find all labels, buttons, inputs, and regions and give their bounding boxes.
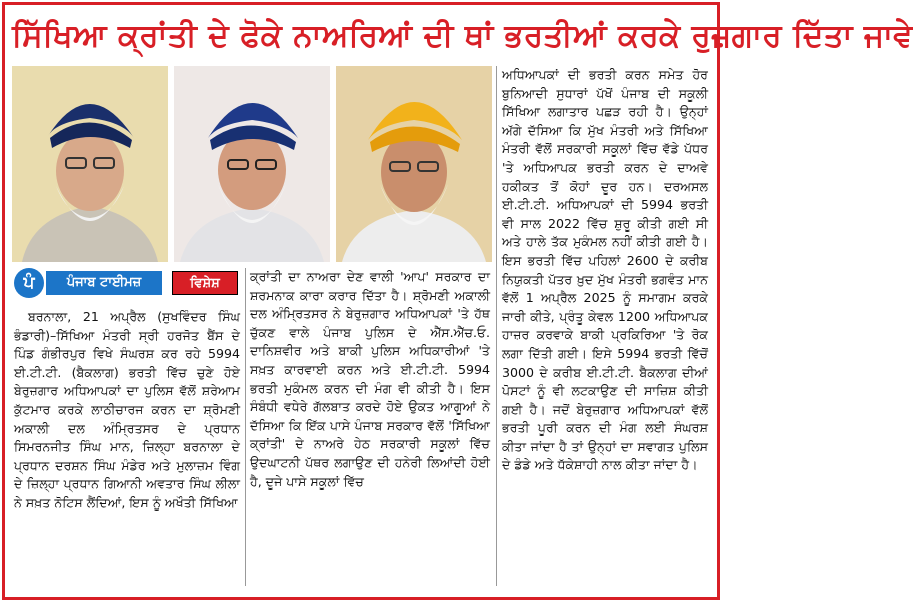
portrait-illustration-3 — [336, 66, 492, 262]
photo-strip — [12, 66, 492, 262]
section-label: ਵਿਸ਼ੇਸ਼ — [172, 271, 238, 295]
article-column-2: ਕ੍ਰਾਂਤੀ ਦਾ ਨਾਅਰਾ ਦੇਣ ਵਾਲੀ 'ਆਪ' ਸਰਕਾਰ ਦਾ ਸ਼ਰਮਨਾਕ ਕਾਰਾ ਕਰਾਰ ਦਿੱਤਾ ਹੈ। ਸ਼੍ਰੋਮਣੀ ਅਕਾਲੀ ਦਲ ਅੰਮ੍ਰਿਤਸਰ ਨੇ ਬੇਰੁਜ਼ਗਾਰ ਅਧਿਆਪਕਾਂ 'ਤੇ ਹੱਥ ਚੁੱਕਣ ਵਾਲੇ ਪੰਜਾਬ ਪੁਲਿਸ ਦੇ ਐੱਸ.ਐੱਚ.ਓ. ਦਾਨਿਸ਼ਵੀਰ ਅਤੇ ਬਾਕੀ ਪੁਲਿਸ ਅਧਿਕਾਰੀਆਂ 'ਤੇ ਸਖ਼ਤ ਕਾਰਵਾਈ ਕਰਨ ਅਤੇ ਈ.ਟੀ.ਟੀ. 5994 ਭਰਤੀ ਮੁਕੰਮਲ ਕਰਨ ਦੀ ਮੰਗ ਵੀ ਕੀਤੀ ਹੈ। ਇਸ ਸੰਬੰਧੀ ਵਧੇਰੇ ਗੱਲਬਾਤ ਕਰਦੇ ਹੋਏ ਉਕਤ ਆਗੂਆਂ ਨੇ ਦੱਸਿਆ ਕਿ ਇੱਕ ਪਾਸੇ ਪੰਜਾਬ ਸਰਕਾਰ ਵੱਲੋਂ 'ਸਿੱਖਿਆ ਕ੍ਰਾਂਤੀ' ਦੇ ਨਾਅਰੇ ਹੇਠ ਸਰਕਾਰੀ ਸਕੂਲਾਂ ਵਿੱਚ ਉਦਘਾਟਨੀ ਪੱਥਰ ਲਗਾਉਣ ਦੀ ਹਨੇਰੀ ਲਿਆਂਦੀ ਹੋਈ ਹੈ, ਦੂਜੇ ਪਾਸੇ ਸਕੂਲਾਂ ਵਿੱਚ — [250, 269, 490, 489]
publication-logo-icon: ਪੰ — [14, 268, 44, 298]
portrait-photo-2 — [174, 66, 330, 262]
portrait-photo-3 — [336, 66, 492, 262]
portrait-illustration-2 — [174, 66, 330, 262]
portrait-photo-1 — [12, 66, 168, 262]
headline: ਸਿੱਖਿਆ ਕ੍ਰਾਂਤੀ ਦੇ ਫੋਕੇ ਨਾਅਰਿਆਂ ਦੀ ਥਾਂ ਭਰਤੀਆਂ ਕਰਕੇ ਰੁਜ਼ਗਾਰ ਦਿੱਤਾ ਜਾਵੇ — [12, 18, 913, 54]
column-divider — [496, 66, 497, 586]
article-column-1: ਬਰਨਾਲਾ, 21 ਅਪ੍ਰੈਲ (ਸੁਖਵਿੰਦਰ ਸਿੰਘ ਭੰਡਾਰੀ)–ਸਿੱਖਿਆ ਮੰਤਰੀ ਸ੍ਰੀ ਹਰਜੋਤ ਬੈਂਸ ਦੇ ਪਿੰਡ ਗੰਭੀਰਪੁਰ ਵਿਖੇ ਸੰਘਰਸ਼ ਕਰ ਰਹੇ 5994 ਈ.ਟੀ.ਟੀ. (ਬੈਕਲਾਗ) ਭਰਤੀ ਵਿੱਚ ਚੁਣੇ ਹੋਏ ਬੇਰੁਜ਼ਗਾਰ ਅਧਿਆਪਕਾਂ ਦਾ ਪੁਲਿਸ ਵੱਲੋਂ ਸ਼ਰੇਆਮ ਕੁੱਟਮਾਰ ਕਰਕੇ ਲਾਠੀਚਾਰਜ ਕਰਨ ਦਾ ਸ਼੍ਰੋਮਣੀ ਅਕਾਲੀ ਦਲ ਅੰਮ੍ਰਿਤਸਰ ਦੇ ਪ੍ਰਧਾਨ ਸਿਮਰਨਜੀਤ ਸਿੰਘ ਮਾਨ, ਜ਼ਿਲ੍ਹਾ ਬਰਨਾਲਾ ਦੇ ਪ੍ਰਧਾਨ ਦਰਸ਼ਨ ਸਿੰਘ ਮੰਡੇਰ ਅਤੇ ਮੁਲਾਜ਼ਮ ਵਿੰਗ ਦੇ ਜ਼ਿਲ੍ਹਾ ਪ੍ਰਧਾਨ ਗਿਆਨੀ ਅਵਤਾਰ ਸਿੰਘ ਲੀਲਾ ਨੇ ਸਖ਼ਤ ਨੋਟਿਸ ਲੈਂਦਿਆਂ, ਇਸ ਨੂੰ ਅਖੌਤੀ ਸਿੱਖਿਆ — [14, 309, 240, 510]
column-divider — [245, 268, 246, 586]
article-column-3: ਅਧਿਆਪਕਾਂ ਦੀ ਭਰਤੀ ਕਰਨ ਸਮੇਤ ਹੋਰ ਬੁਨਿਆਦੀ ਸੁਧਾਰਾਂ ਪੱਖੋਂ ਪੰਜਾਬ ਦੀ ਸਕੂਲੀ ਸਿੱਖਿਆ ਲਗਾਤਾਰ ਪਛੜ ਰਹੀ ਹੈ। ਉਨ੍ਹਾਂ ਅੱਗੇ ਦੱਸਿਆ ਕਿ ਮੁੱਖ ਮੰਤਰੀ ਅਤੇ ਸਿੱਖਿਆ ਮੰਤਰੀ ਵੱਲੋਂ ਸਰਕਾਰੀ ਸਕੂਲਾਂ ਵਿੱਚ ਵੱਡੇ ਪੱਧਰ 'ਤੇ ਅਧਿਆਪਕ ਭਰਤੀ ਕਰਨ ਦੇ ਦਾਅਵੇ ਹਕੀਕਤ ਤੋਂ ਕੋਹਾਂ ਦੂਰ ਹਨ। ਦਰਅਸਲ ਈ.ਟੀ.ਟੀ. ਅਧਿਆਪਕਾਂ ਦੀ 5994 ਭਰਤੀ ਵੀ ਸਾਲ 2022 ਵਿੱਚ ਸ਼ੁਰੂ ਕੀਤੀ ਗਈ ਸੀ ਅਤੇ ਹਾਲੇ ਤੱਕ ਮੁਕੰਮਲ ਨਹੀਂ ਕੀਤੀ ਗਈ ਹੈ। ਇਸ ਭਰਤੀ ਵਿੱਚ ਪਹਿਲਾਂ 2600 ਦੇ ਕਰੀਬ ਨਿਯੁਕਤੀ ਪੱਤਰ ਖ਼ੁਦ ਮੁੱਖ ਮੰਤਰੀ ਭਗਵੰਤ ਮਾਨ ਵੱਲੋਂ 1 ਅਪ੍ਰੈਲ 2025 ਨੂੰ ਸਮਾਗਮ ਕਰਕੇ ਜਾਰੀ ਕੀਤੇ, ਪ੍ਰੰਤੂ ਕੇਵਲ 1200 ਅਧਿਆਪਕ ਹਾਜ਼ਰ ਕਰਵਾਕੇ ਬਾਕੀ ਪ੍ਰਕਿਰਿਆ 'ਤੇ ਰੋਕ ਲਗਾ ਦਿੱਤੀ ਗਈ। ਇਸੇ 5994 ਭਰਤੀ ਵਿੱਚੋਂ 3000 ਦੇ ਕਰੀਬ ਈ.ਟੀ.ਟੀ. ਬੈਕਲਾਗ ਦੀਆਂ ਪੋਸਟਾਂ ਨੂੰ ਵੀ ਲਟਕਾਉਣ ਦੀ ਸਾਜ਼ਿਸ਼ ਕੀਤੀ ਗਈ ਹੈ। ਜਦੋਂ ਬੇਰੁਜ਼ਗਾਰ ਅਧਿਆਪਕਾਂ ਵੱਲੋਂ ਭਰਤੀ ਪੂਰੀ ਕਰਨ ਦੀ ਮੰਗ ਲਈ ਸੰਘਰਸ਼ ਕੀਤਾ ਜਾਂਦਾ ਹੈ ਤਾਂ ਉਨ੍ਹਾਂ ਦਾ ਸਵਾਗਤ ਪੁਲਿਸ ਦੇ ਡੰਡੇ ਅਤੇ ਧੱਕੇਸ਼ਾਹੀ ਨਾਲ ਕੀਤਾ ਜਾਂਦਾ ਹੈ। — [502, 67, 708, 473]
portrait-illustration-1 — [12, 66, 168, 262]
section-tag-bar — [14, 268, 238, 298]
publication-name: ਪੰਜਾਬ ਟਾਈਮਜ਼ — [46, 271, 162, 295]
